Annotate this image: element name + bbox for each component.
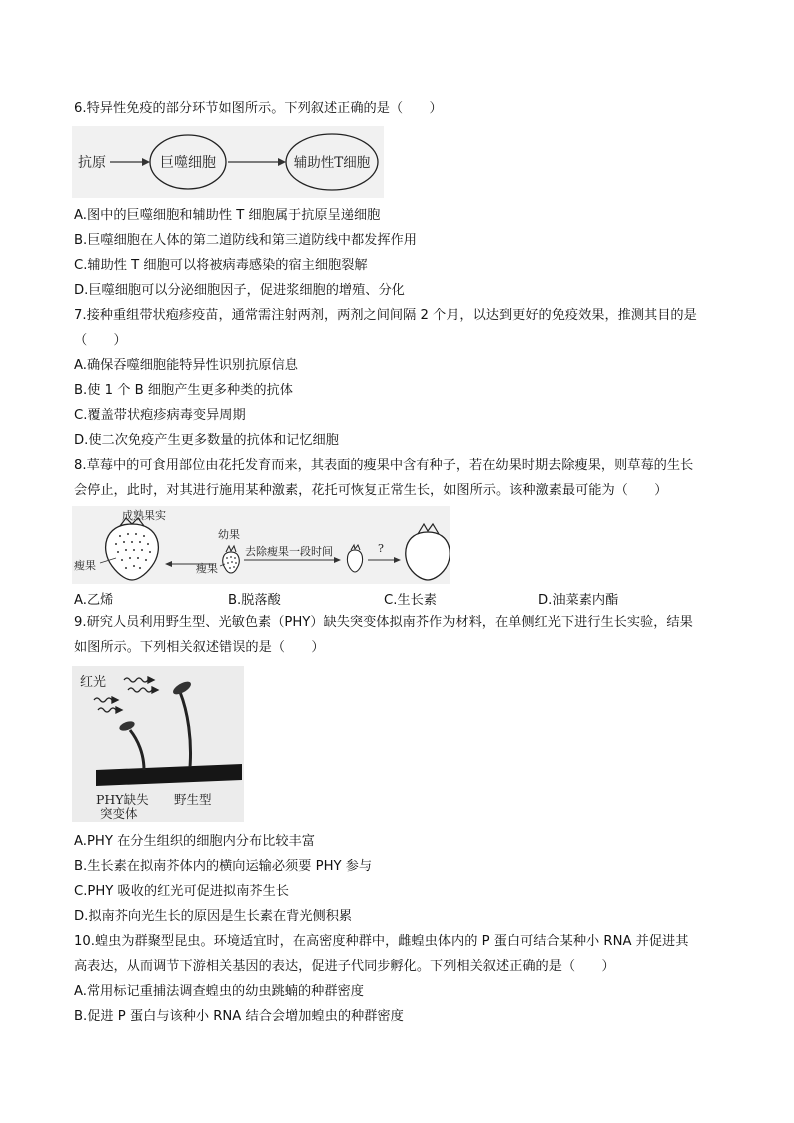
q10-stem-line1: 10.蝗虫为群聚型昆虫。环境适宜时，在高密度种群中，雌蝗虫体内的 P 蛋白可结合某种小 RNA 并促进其 xyxy=(74,934,689,949)
q9-label-wild: 野生型 xyxy=(174,792,212,807)
q8-label-mature-fruit: 成熟果实 xyxy=(122,509,166,522)
q6-label-macrophage: 巨噬细胞 xyxy=(160,155,216,171)
q6-option-a: A.图中的巨噬细胞和辅助性 T 细胞属于抗原呈递细胞 xyxy=(74,208,381,223)
q8-label-young-fruit: 幼果 xyxy=(218,528,240,541)
q8-label-achene-mid: 瘦果 xyxy=(196,562,218,575)
q8-label-question: ? xyxy=(378,542,384,555)
q7-option-b: B.使 1 个 B 细胞产生更多种类的抗体 xyxy=(74,383,293,398)
q8-label-achene-left: 瘦果 xyxy=(74,559,96,572)
q9-option-b: B.生长素在拟南芥体内的横向运输必须要 PHY 参与 xyxy=(74,859,373,874)
q9-stem-line2: 如图所示。下列相关叙述错误的是（ ） xyxy=(74,640,325,655)
q6-label-antigen: 抗原 xyxy=(78,155,106,171)
q9-label-red-light: 红光 xyxy=(80,675,107,690)
q8-stem-line2: 会停止，此时，对其进行施用某种激素，花托可恢复正常生长，如图所示。该种激素最可能为（ ） xyxy=(74,483,668,498)
q7-option-c: C.覆盖带状疱疹病毒变异周期 xyxy=(74,408,246,423)
q10-stem-line2: 高表达，从而调节下游相关基因的表达，促进子代同步孵化。下列相关叙述正确的是（ ） xyxy=(74,959,615,974)
q7-option-a: A.确保吞噬细胞能特异性识别抗原信息 xyxy=(74,358,298,373)
q9-label-mutant-line1: PHY缺失 xyxy=(96,792,149,807)
q8-option-c: C.生长素 xyxy=(384,593,437,608)
q6-stem: 6.特异性免疫的部分环节如图所示。下列叙述正确的是（ ） xyxy=(74,101,443,116)
q9-option-a: A.PHY 在分生组织的细胞内分布比较丰富 xyxy=(74,834,315,849)
q6-label-helper-t: 辅助性T细胞 xyxy=(293,155,371,171)
q9-option-d: D.拟南芥向光生长的原因是生长素在背光侧积累 xyxy=(74,909,353,924)
q9-option-c: C.PHY 吸收的红光可促进拟南芥生长 xyxy=(74,884,289,899)
q7-option-d: D.使二次免疫产生更多数量的抗体和记忆细胞 xyxy=(74,433,339,448)
q6-option-c: C.辅助性 T 细胞可以将被病毒感染的宿主细胞裂解 xyxy=(74,258,368,273)
q6-option-d: D.巨噬细胞可以分泌细胞因子，促进浆细胞的增殖、分化 xyxy=(74,283,405,298)
q6-option-b: B.巨噬细胞在人体的第二道防线和第三道防线中都发挥作用 xyxy=(74,233,417,248)
q6-immune-diagram xyxy=(72,126,384,198)
q8-stem-line1: 8.草莓中的可食用部位由花托发育而来，其表面的瘦果中含有种子，若在幼果时期去除瘦果，则草莓的生长 xyxy=(74,458,694,473)
q7-stem-line1: 7.接种重组带状疱疹疫苗，通常需注射两剂，两剂之间间隔 2 个月，以达到更好的免疫效果，推测其目的是 xyxy=(74,308,697,323)
q9-seedling-diagram xyxy=(72,666,244,822)
q8-option-b: B.脱落酸 xyxy=(228,593,281,608)
q8-option-a: A.乙烯 xyxy=(74,593,114,608)
q7-stem-line2: （ ） xyxy=(74,333,127,348)
q8-label-remove: 去除瘦果一段时间 xyxy=(245,545,333,558)
q8-strawberry-diagram xyxy=(72,506,450,584)
q10-option-b: B.促进 P 蛋白与该种小 RNA 结合会增加蝗虫的种群密度 xyxy=(74,1009,404,1024)
q10-option-a: A.常用标记重捕法调查蝗虫的幼虫跳蝻的种群密度 xyxy=(74,984,364,999)
q9-stem-line1: 9.研究人员利用野生型、光敏色素（PHY）缺失突变体拟南芥作为材料，在单侧红光下进行生长实验，结果 xyxy=(74,615,693,630)
q9-label-mutant-line2: 突变体 xyxy=(100,806,138,821)
q8-option-d: D.油菜素内酯 xyxy=(538,593,619,608)
